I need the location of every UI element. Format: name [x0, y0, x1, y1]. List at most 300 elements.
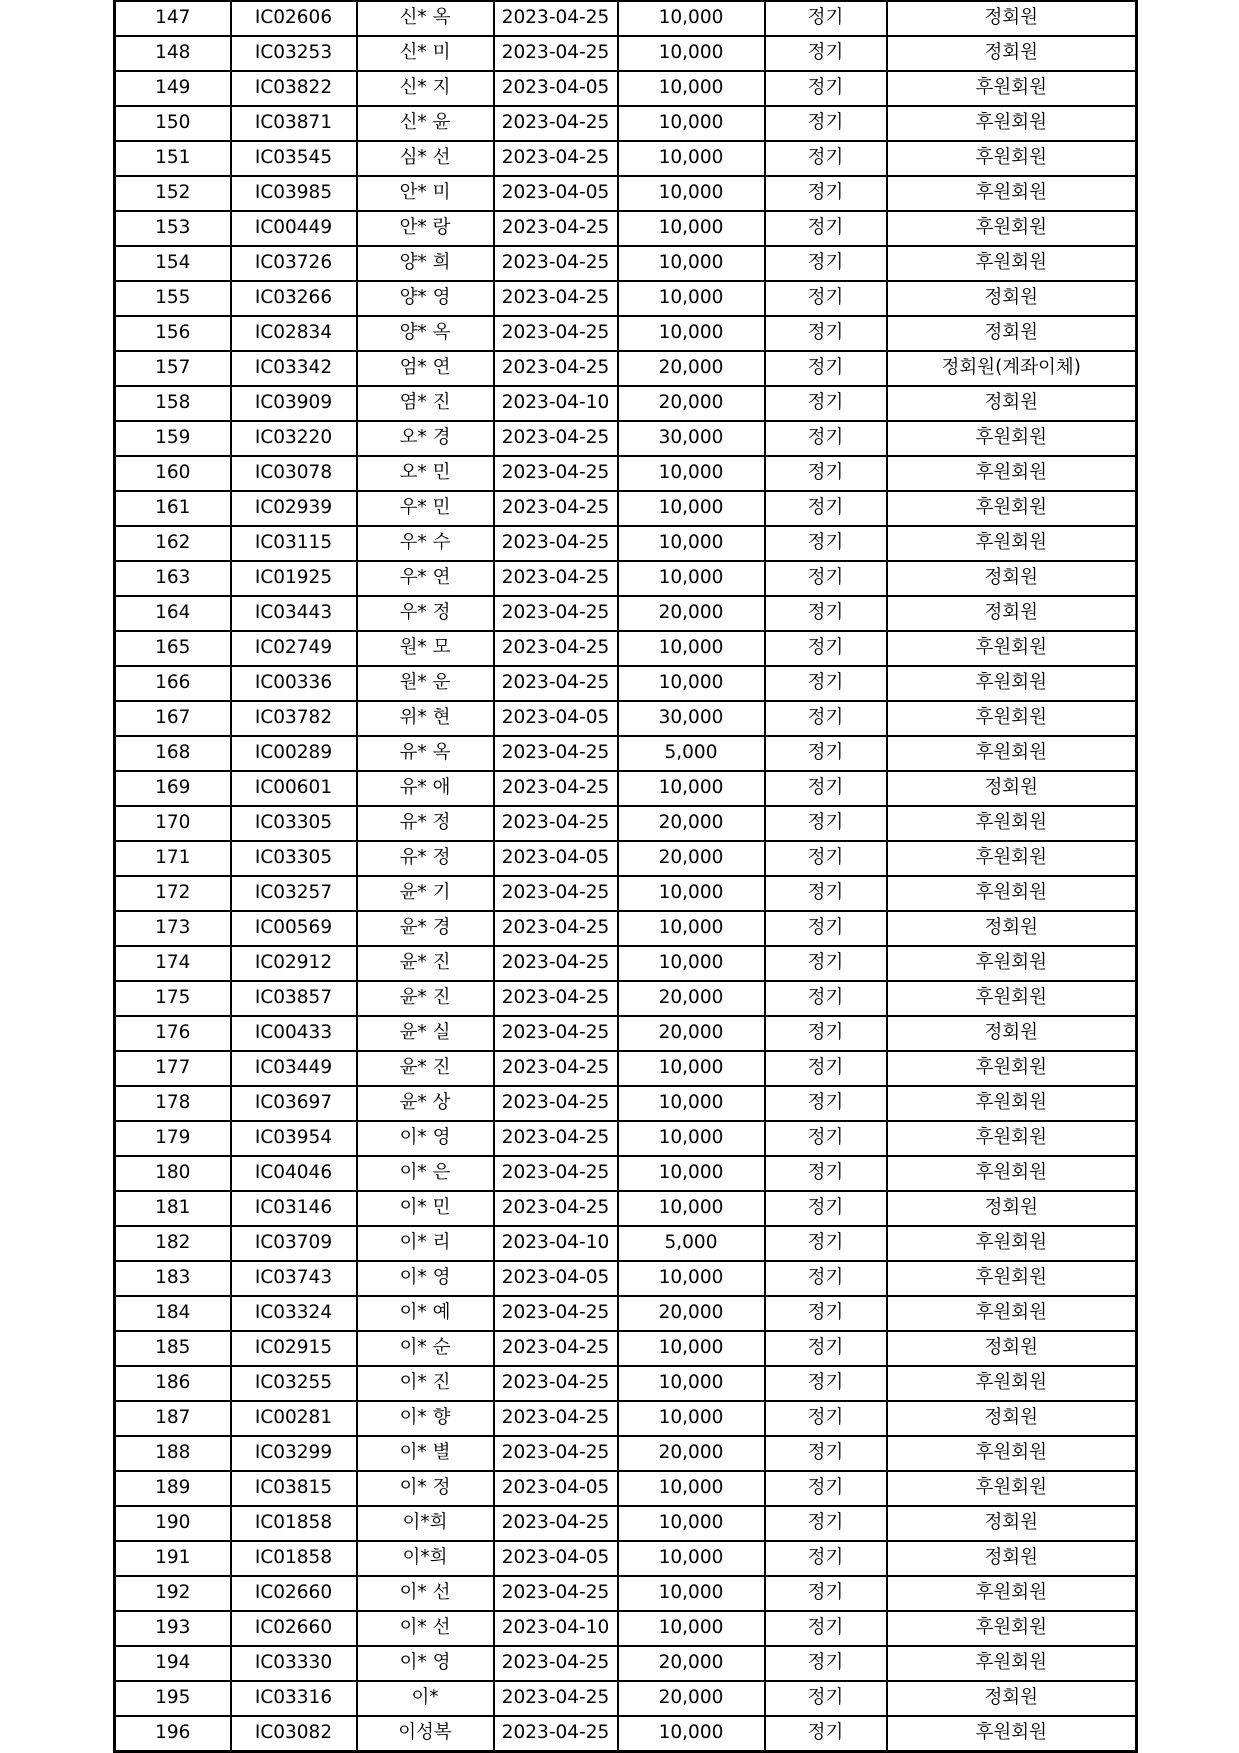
row-number-cell: 181 [115, 1191, 231, 1226]
row-number-cell: 174 [115, 946, 231, 981]
donation-date-cell: 2023-04-25 [494, 351, 618, 386]
donor-name-cell: 엄* 연 [357, 351, 494, 386]
row-number-cell: 161 [115, 491, 231, 526]
donation-date-cell: 2023-04-25 [494, 911, 618, 946]
row-number-cell: 183 [115, 1261, 231, 1296]
amount-cell: 10,000 [618, 1506, 765, 1541]
member-id-cell: IC03443 [231, 596, 357, 631]
row-number-cell: 194 [115, 1646, 231, 1681]
donation-date-cell: 2023-04-25 [494, 1016, 618, 1051]
member-type-cell: 후원회원 [887, 491, 1137, 526]
member-type-cell: 후원회원 [887, 1576, 1137, 1611]
table-row [115, 456, 1137, 491]
donor-name-cell: 이* 향 [357, 1401, 494, 1436]
amount-cell: 30,000 [618, 701, 765, 736]
amount-cell: 10,000 [618, 1366, 765, 1401]
member-id-cell: IC03449 [231, 1051, 357, 1086]
member-id-cell: IC03266 [231, 281, 357, 316]
member-type-cell: 정회원 [887, 561, 1137, 596]
member-type-cell: 정회원 [887, 281, 1137, 316]
donation-type-cell: 정기 [765, 1051, 887, 1086]
donation-table [113, 0, 1138, 1753]
member-type-cell: 정회원 [887, 771, 1137, 806]
donation-type-cell: 정기 [765, 246, 887, 281]
amount-cell: 10,000 [618, 526, 765, 561]
amount-cell: 20,000 [618, 1646, 765, 1681]
member-id-cell: IC02660 [231, 1576, 357, 1611]
amount-cell: 10,000 [618, 106, 765, 141]
donation-type-cell: 정기 [765, 316, 887, 351]
member-type-cell: 후원회원 [887, 1086, 1137, 1121]
donation-type-cell: 정기 [765, 176, 887, 211]
table-row [115, 1576, 1137, 1611]
member-type-cell: 후원회원 [887, 456, 1137, 491]
amount-cell: 10,000 [618, 36, 765, 71]
amount-cell: 10,000 [618, 1051, 765, 1086]
row-number-cell: 175 [115, 981, 231, 1016]
member-type-cell: 후원회원 [887, 1261, 1137, 1296]
donation-type-cell: 정기 [765, 631, 887, 666]
amount-cell: 10,000 [618, 1086, 765, 1121]
row-number-cell: 169 [115, 771, 231, 806]
donation-type-cell: 정기 [765, 946, 887, 981]
row-number-cell: 163 [115, 561, 231, 596]
row-number-cell: 147 [115, 1, 231, 36]
donor-name-cell: 이*희 [357, 1506, 494, 1541]
donor-name-cell: 우* 정 [357, 596, 494, 631]
member-id-cell: IC03909 [231, 386, 357, 421]
table-row [115, 1401, 1137, 1436]
row-number-cell: 159 [115, 421, 231, 456]
donation-type-cell: 정기 [765, 1681, 887, 1716]
table-row [115, 1261, 1137, 1296]
donor-name-cell: 윤* 상 [357, 1086, 494, 1121]
member-id-cell: IC03857 [231, 981, 357, 1016]
table-row [115, 106, 1137, 141]
member-id-cell: IC02912 [231, 946, 357, 981]
member-type-cell: 후원회원 [887, 1051, 1137, 1086]
donation-type-cell: 정기 [765, 526, 887, 561]
amount-cell: 10,000 [618, 281, 765, 316]
donation-date-cell: 2023-04-25 [494, 771, 618, 806]
donor-name-cell: 신* 윤 [357, 106, 494, 141]
donation-date-cell: 2023-04-25 [494, 1121, 618, 1156]
amount-cell: 10,000 [618, 491, 765, 526]
donation-date-cell: 2023-04-25 [494, 1681, 618, 1716]
member-type-cell: 후원회원 [887, 631, 1137, 666]
table-row [115, 946, 1137, 981]
member-id-cell: IC03342 [231, 351, 357, 386]
amount-cell: 10,000 [618, 911, 765, 946]
donation-type-cell: 정기 [765, 561, 887, 596]
table-row [115, 1331, 1137, 1366]
member-type-cell: 후원회원 [887, 1611, 1137, 1646]
donor-name-cell: 윤* 기 [357, 876, 494, 911]
donation-type-cell: 정기 [765, 1156, 887, 1191]
member-id-cell: IC03822 [231, 71, 357, 106]
row-number-cell: 173 [115, 911, 231, 946]
row-number-cell: 162 [115, 526, 231, 561]
amount-cell: 20,000 [618, 841, 765, 876]
donor-name-cell: 이* 리 [357, 1226, 494, 1261]
member-id-cell: IC04046 [231, 1156, 357, 1191]
table-row [115, 1366, 1137, 1401]
donor-name-cell: 안* 랑 [357, 211, 494, 246]
table-row [115, 141, 1137, 176]
amount-cell: 10,000 [618, 1541, 765, 1576]
donation-date-cell: 2023-04-25 [494, 421, 618, 456]
donation-date-cell: 2023-04-25 [494, 806, 618, 841]
donor-name-cell: 우* 민 [357, 491, 494, 526]
amount-cell: 10,000 [618, 1471, 765, 1506]
amount-cell: 10,000 [618, 1576, 765, 1611]
donor-name-cell: 윤* 실 [357, 1016, 494, 1051]
amount-cell: 10,000 [618, 1261, 765, 1296]
row-number-cell: 186 [115, 1366, 231, 1401]
donation-date-cell: 2023-04-25 [494, 1, 618, 36]
amount-cell: 10,000 [618, 1156, 765, 1191]
amount-cell: 20,000 [618, 806, 765, 841]
donor-name-cell: 윤* 진 [357, 981, 494, 1016]
donation-type-cell: 정기 [765, 771, 887, 806]
donation-type-cell: 정기 [765, 1, 887, 36]
donation-date-cell: 2023-04-05 [494, 1261, 618, 1296]
member-id-cell: IC03871 [231, 106, 357, 141]
donation-type-cell: 정기 [765, 876, 887, 911]
table-row [115, 281, 1137, 316]
member-type-cell: 정회원 [887, 1016, 1137, 1051]
row-number-cell: 172 [115, 876, 231, 911]
donor-name-cell: 이* 은 [357, 1156, 494, 1191]
amount-cell: 10,000 [618, 561, 765, 596]
member-id-cell: IC03078 [231, 456, 357, 491]
member-id-cell: IC00289 [231, 736, 357, 771]
amount-cell: 10,000 [618, 456, 765, 491]
donor-name-cell: 염* 진 [357, 386, 494, 421]
row-number-cell: 150 [115, 106, 231, 141]
member-type-cell: 정회원 [887, 386, 1137, 421]
amount-cell: 20,000 [618, 1296, 765, 1331]
donation-date-cell: 2023-04-25 [494, 491, 618, 526]
member-type-cell: 정회원 [887, 1, 1137, 36]
donation-date-cell: 2023-04-25 [494, 1716, 618, 1752]
table-row [115, 246, 1137, 281]
member-type-cell: 후원회원 [887, 806, 1137, 841]
donor-name-cell: 양* 옥 [357, 316, 494, 351]
donation-type-cell: 정기 [765, 736, 887, 771]
donor-name-cell: 오* 경 [357, 421, 494, 456]
member-type-cell: 후원회원 [887, 981, 1137, 1016]
donor-name-cell: 이* 진 [357, 1366, 494, 1401]
table-row [115, 806, 1137, 841]
amount-cell: 10,000 [618, 316, 765, 351]
member-type-cell: 후원회원 [887, 106, 1137, 141]
donation-date-cell: 2023-04-25 [494, 1191, 618, 1226]
donation-date-cell: 2023-04-10 [494, 386, 618, 421]
table-row [115, 1471, 1137, 1506]
row-number-cell: 153 [115, 211, 231, 246]
donor-name-cell: 이* 민 [357, 1191, 494, 1226]
member-id-cell: IC03330 [231, 1646, 357, 1681]
donation-date-cell: 2023-04-25 [494, 526, 618, 561]
donation-type-cell: 정기 [765, 806, 887, 841]
member-type-cell: 정회원 [887, 316, 1137, 351]
member-type-cell: 정회원 [887, 1681, 1137, 1716]
member-id-cell: IC03115 [231, 526, 357, 561]
member-id-cell: IC03726 [231, 246, 357, 281]
table-row [115, 71, 1137, 106]
table-row [115, 841, 1137, 876]
donation-date-cell: 2023-04-25 [494, 1506, 618, 1541]
member-type-cell: 후원회원 [887, 1296, 1137, 1331]
member-type-cell: 후원회원 [887, 841, 1137, 876]
amount-cell: 20,000 [618, 981, 765, 1016]
donor-name-cell: 이* 영 [357, 1261, 494, 1296]
member-id-cell: IC03985 [231, 176, 357, 211]
row-number-cell: 170 [115, 806, 231, 841]
amount-cell: 10,000 [618, 1611, 765, 1646]
donation-date-cell: 2023-04-05 [494, 841, 618, 876]
amount-cell: 10,000 [618, 1, 765, 36]
donation-date-cell: 2023-04-05 [494, 71, 618, 106]
row-number-cell: 178 [115, 1086, 231, 1121]
member-id-cell: IC00569 [231, 911, 357, 946]
amount-cell: 30,000 [618, 421, 765, 456]
amount-cell: 20,000 [618, 1016, 765, 1051]
document-page [113, 0, 1125, 1753]
donation-type-cell: 정기 [765, 1331, 887, 1366]
donation-date-cell: 2023-04-25 [494, 106, 618, 141]
donation-type-cell: 정기 [765, 1646, 887, 1681]
table-row [115, 526, 1137, 561]
table-row [115, 1716, 1137, 1752]
member-id-cell: IC03697 [231, 1086, 357, 1121]
amount-cell: 20,000 [618, 386, 765, 421]
table-row [115, 631, 1137, 666]
donor-name-cell: 유* 옥 [357, 736, 494, 771]
table-row [115, 1156, 1137, 1191]
row-number-cell: 148 [115, 36, 231, 71]
member-id-cell: IC03146 [231, 1191, 357, 1226]
donation-type-cell: 정기 [765, 456, 887, 491]
amount-cell: 20,000 [618, 596, 765, 631]
donation-type-cell: 정기 [765, 36, 887, 71]
donation-type-cell: 정기 [765, 701, 887, 736]
row-number-cell: 195 [115, 1681, 231, 1716]
amount-cell: 10,000 [618, 1716, 765, 1752]
row-number-cell: 185 [115, 1331, 231, 1366]
donor-name-cell: 이* 선 [357, 1611, 494, 1646]
table-row [115, 316, 1137, 351]
row-number-cell: 158 [115, 386, 231, 421]
donation-date-cell: 2023-04-25 [494, 1401, 618, 1436]
amount-cell: 20,000 [618, 1681, 765, 1716]
donation-date-cell: 2023-04-25 [494, 1366, 618, 1401]
donor-name-cell: 윤* 진 [357, 946, 494, 981]
donation-date-cell: 2023-04-25 [494, 246, 618, 281]
member-id-cell: IC03257 [231, 876, 357, 911]
member-id-cell: IC03782 [231, 701, 357, 736]
amount-cell: 10,000 [618, 176, 765, 211]
member-id-cell: IC01858 [231, 1541, 357, 1576]
amount-cell: 10,000 [618, 141, 765, 176]
table-row [115, 1191, 1137, 1226]
amount-cell: 10,000 [618, 1331, 765, 1366]
row-number-cell: 188 [115, 1436, 231, 1471]
member-id-cell: IC03082 [231, 1716, 357, 1752]
table-row [115, 876, 1137, 911]
member-id-cell: IC00433 [231, 1016, 357, 1051]
table-row [115, 351, 1137, 386]
donor-name-cell: 오* 민 [357, 456, 494, 491]
amount-cell: 10,000 [618, 876, 765, 911]
donor-name-cell: 양* 희 [357, 246, 494, 281]
member-id-cell: IC03954 [231, 1121, 357, 1156]
table-row [115, 666, 1137, 701]
donation-date-cell: 2023-04-25 [494, 561, 618, 596]
donation-type-cell: 정기 [765, 1121, 887, 1156]
donation-type-cell: 정기 [765, 1471, 887, 1506]
member-type-cell: 정회원 [887, 36, 1137, 71]
donation-type-cell: 정기 [765, 911, 887, 946]
member-id-cell: IC00449 [231, 211, 357, 246]
donor-name-cell: 이* 별 [357, 1436, 494, 1471]
row-number-cell: 192 [115, 1576, 231, 1611]
member-id-cell: IC03220 [231, 421, 357, 456]
amount-cell: 10,000 [618, 1121, 765, 1156]
donation-date-cell: 2023-04-25 [494, 1086, 618, 1121]
donation-date-cell: 2023-04-25 [494, 666, 618, 701]
table-row [115, 1051, 1137, 1086]
row-number-cell: 182 [115, 1226, 231, 1261]
amount-cell: 10,000 [618, 246, 765, 281]
member-id-cell: IC03255 [231, 1366, 357, 1401]
donation-date-cell: 2023-04-25 [494, 316, 618, 351]
row-number-cell: 180 [115, 1156, 231, 1191]
member-type-cell: 후원회원 [887, 1436, 1137, 1471]
donation-date-cell: 2023-04-25 [494, 1296, 618, 1331]
table-row [115, 1016, 1137, 1051]
table-row [115, 736, 1137, 771]
table-row [115, 36, 1137, 71]
donation-date-cell: 2023-04-05 [494, 176, 618, 211]
donor-name-cell: 윤* 진 [357, 1051, 494, 1086]
donation-type-cell: 정기 [765, 421, 887, 456]
amount-cell: 5,000 [618, 1226, 765, 1261]
donor-name-cell: 우* 연 [357, 561, 494, 596]
table-row [115, 1436, 1137, 1471]
member-id-cell: IC02939 [231, 491, 357, 526]
amount-cell: 10,000 [618, 631, 765, 666]
table-row [115, 421, 1137, 456]
member-type-cell: 후원회원 [887, 701, 1137, 736]
member-id-cell: IC01925 [231, 561, 357, 596]
donation-type-cell: 정기 [765, 1611, 887, 1646]
donor-name-cell: 신* 옥 [357, 1, 494, 36]
member-type-cell: 후원회원 [887, 211, 1137, 246]
donor-name-cell: 심* 선 [357, 141, 494, 176]
member-id-cell: IC02660 [231, 1611, 357, 1646]
table-row [115, 1121, 1137, 1156]
amount-cell: 10,000 [618, 211, 765, 246]
donation-type-cell: 정기 [765, 386, 887, 421]
row-number-cell: 187 [115, 1401, 231, 1436]
donor-name-cell: 원* 모 [357, 631, 494, 666]
donor-name-cell: 이* 영 [357, 1121, 494, 1156]
amount-cell: 10,000 [618, 1191, 765, 1226]
donation-type-cell: 정기 [765, 981, 887, 1016]
member-id-cell: IC03316 [231, 1681, 357, 1716]
donation-type-cell: 정기 [765, 141, 887, 176]
table-row [115, 1226, 1137, 1261]
table-row [115, 701, 1137, 736]
donation-type-cell: 정기 [765, 1086, 887, 1121]
table-row [115, 1646, 1137, 1681]
member-type-cell: 후원회원 [887, 1716, 1137, 1752]
member-type-cell: 후원회원 [887, 1156, 1137, 1191]
table-row [115, 561, 1137, 596]
table-row [115, 1506, 1137, 1541]
table-row [115, 596, 1137, 631]
donor-name-cell: 윤* 경 [357, 911, 494, 946]
row-number-cell: 154 [115, 246, 231, 281]
row-number-cell: 184 [115, 1296, 231, 1331]
row-number-cell: 160 [115, 456, 231, 491]
donation-type-cell: 정기 [765, 351, 887, 386]
donation-type-cell: 정기 [765, 1716, 887, 1752]
member-type-cell: 후원회원 [887, 1366, 1137, 1401]
member-type-cell: 정회원 [887, 1191, 1137, 1226]
member-type-cell: 후원회원 [887, 421, 1137, 456]
table-row [115, 771, 1137, 806]
member-type-cell: 후원회원 [887, 526, 1137, 561]
member-type-cell: 정회원 [887, 596, 1137, 631]
row-number-cell: 189 [115, 1471, 231, 1506]
member-type-cell: 후원회원 [887, 1121, 1137, 1156]
donor-name-cell: 신* 지 [357, 71, 494, 106]
member-id-cell: IC03299 [231, 1436, 357, 1471]
row-number-cell: 177 [115, 1051, 231, 1086]
member-id-cell: IC02915 [231, 1331, 357, 1366]
table-row [115, 1, 1137, 36]
table-row [115, 491, 1137, 526]
donor-name-cell: 유* 정 [357, 841, 494, 876]
donor-name-cell: 이* 선 [357, 1576, 494, 1611]
donation-date-cell: 2023-04-25 [494, 456, 618, 491]
row-number-cell: 151 [115, 141, 231, 176]
donation-date-cell: 2023-04-25 [494, 1331, 618, 1366]
member-type-cell: 후원회원 [887, 1646, 1137, 1681]
donation-date-cell: 2023-04-25 [494, 1051, 618, 1086]
row-number-cell: 157 [115, 351, 231, 386]
donation-date-cell: 2023-04-05 [494, 1541, 618, 1576]
table-row [115, 1681, 1137, 1716]
member-type-cell: 후원회원 [887, 946, 1137, 981]
donation-date-cell: 2023-04-25 [494, 596, 618, 631]
amount-cell: 10,000 [618, 946, 765, 981]
donation-date-cell: 2023-04-25 [494, 736, 618, 771]
member-id-cell: IC03324 [231, 1296, 357, 1331]
donor-name-cell: 이* [357, 1681, 494, 1716]
row-number-cell: 165 [115, 631, 231, 666]
amount-cell: 10,000 [618, 71, 765, 106]
member-type-cell: 정회원 [887, 1506, 1137, 1541]
table-body [115, 1, 1137, 1752]
donation-type-cell: 정기 [765, 71, 887, 106]
donor-name-cell: 양* 영 [357, 281, 494, 316]
table-row [115, 1611, 1137, 1646]
donation-type-cell: 정기 [765, 666, 887, 701]
